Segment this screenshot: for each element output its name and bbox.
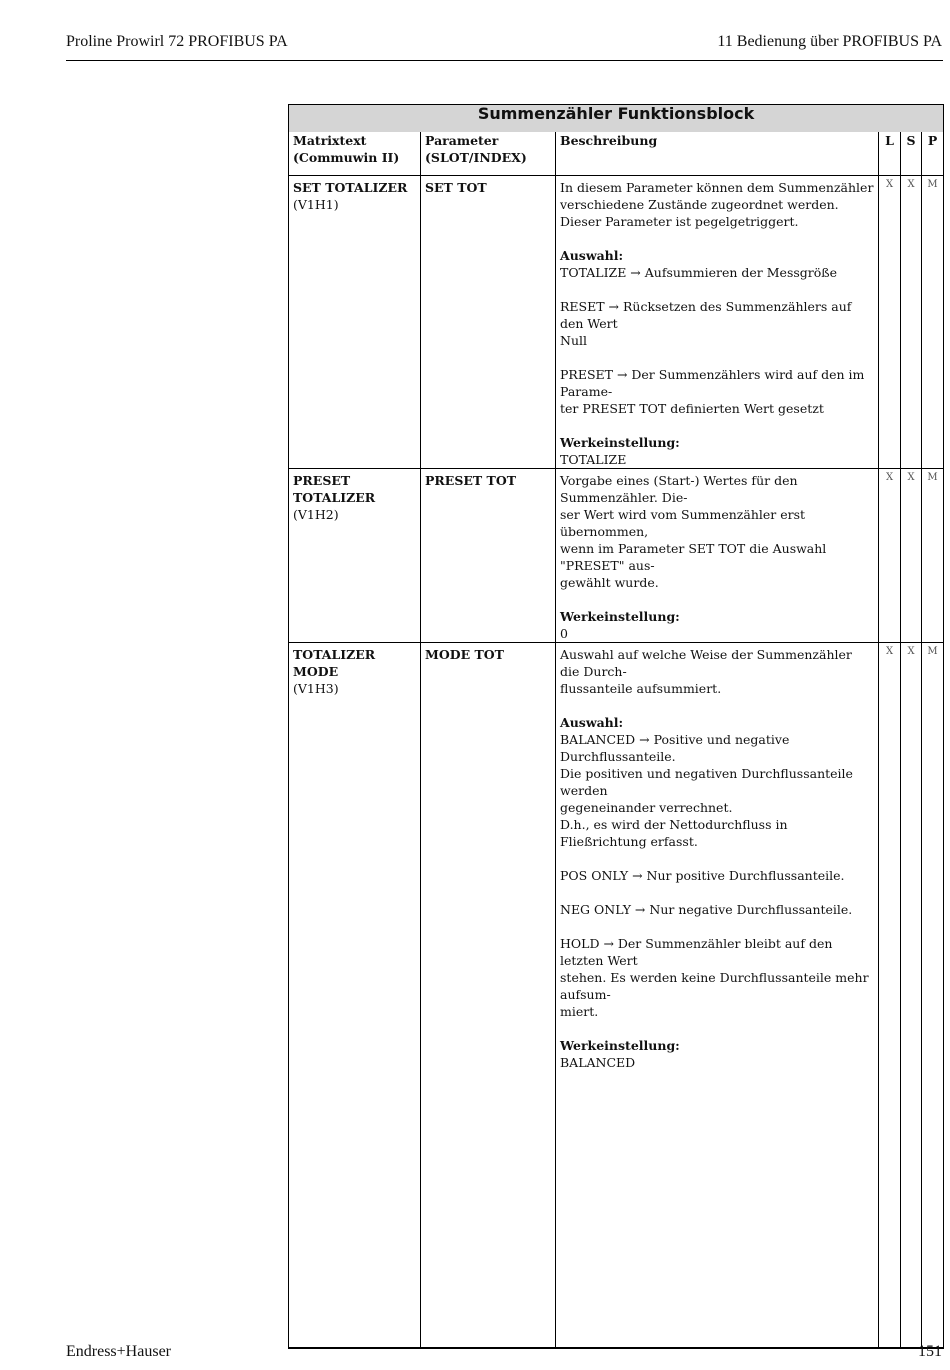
access-s-cell: X (901, 643, 922, 1348)
description-cell: In diesem Parameter können dem Summenzähler verschiedene Zustände zugeordnet werden. Dieser Parameter ist pegelgetriggert. Auswahl: TOTALIZE → Aufsummieren der Messgröße RESET → Rücksetzen des Summenzählers auf den Wert Null PRESET → Der Summenzählers wird auf den im Parame- ter PRESET TOT definierten Wert gesetzt Werkeinstellung: TOTALIZE (556, 176, 879, 469)
matrix-text-cell: TOTALIZER MODE (V1H3) (289, 643, 421, 1348)
table-row (289, 643, 944, 1348)
col-header-s: S (901, 132, 922, 176)
description-cell: Vorgabe eines (Start-) Wertes für den Summenzähler. Die- ser Wert wird vom Summenzähler erst übernommen, wenn im Parameter SET TOT die Auswahl "PRESET" aus- gewählt wurde. Werkeinstellung: 0 (556, 469, 879, 643)
access-s-cell: X (901, 469, 922, 643)
access-l-cell: X (879, 176, 901, 469)
col-header-matrixtext: Matrixtext (Commuwin II) (289, 132, 421, 176)
header-rule (66, 60, 943, 61)
table-title: Summenzähler Funktionsblock (289, 105, 944, 133)
access-p-cell: M (922, 176, 944, 469)
access-l-cell: X (879, 469, 901, 643)
table-row (289, 469, 944, 643)
matrix-text-cell: PRESET TOTALIZER (V1H2) (289, 469, 421, 643)
col-header-p: P (922, 132, 944, 176)
matrix-text-cell: SET TOTALIZER (V1H1) (289, 176, 421, 469)
running-header-chapter: 11 Bedienung über PROFIBUS PA (717, 33, 942, 50)
page-number: 151 (918, 1343, 942, 1360)
col-header-beschreibung: Beschreibung (556, 132, 879, 176)
parameter-cell: MODE TOT (421, 643, 556, 1348)
description-cell: Auswahl auf welche Weise der Summenzähler die Durch- flussanteile aufsummiert. Auswahl: BALANCED → Positive und negative Durchflussanteile. Die positiven und negativen Durchflussanteile werden gegeneinander verrechnet. D.h., es wird der Nettodurchfluss in Fließrichtung erfasst. POS ONLY → Nur positive Durchflussanteile. NEG ONLY → Nur negative Durchflussanteile. HOLD → Der Summenzähler bleibt auf den letzten Wert stehen. Es werden keine Durchflussanteile mehr aufsum- miert. Werkeinstellung: BALANCED (556, 643, 879, 1348)
col-header-l: L (879, 132, 901, 176)
parameter-cell: SET TOT (421, 176, 556, 469)
running-header-title: Proline Prowirl 72 PROFIBUS PA (66, 33, 288, 50)
access-p-cell: M (922, 469, 944, 643)
footer-brand: Endress+Hauser (66, 1343, 171, 1360)
access-p-cell: M (922, 643, 944, 1348)
function-block-table (288, 104, 944, 1349)
access-s-cell: X (901, 176, 922, 469)
table-header-row (289, 132, 944, 176)
col-header-parameter: Parameter (SLOT/INDEX) (421, 132, 556, 176)
table-row (289, 176, 944, 469)
parameter-cell: PRESET TOT (421, 469, 556, 643)
access-l-cell: X (879, 643, 901, 1348)
